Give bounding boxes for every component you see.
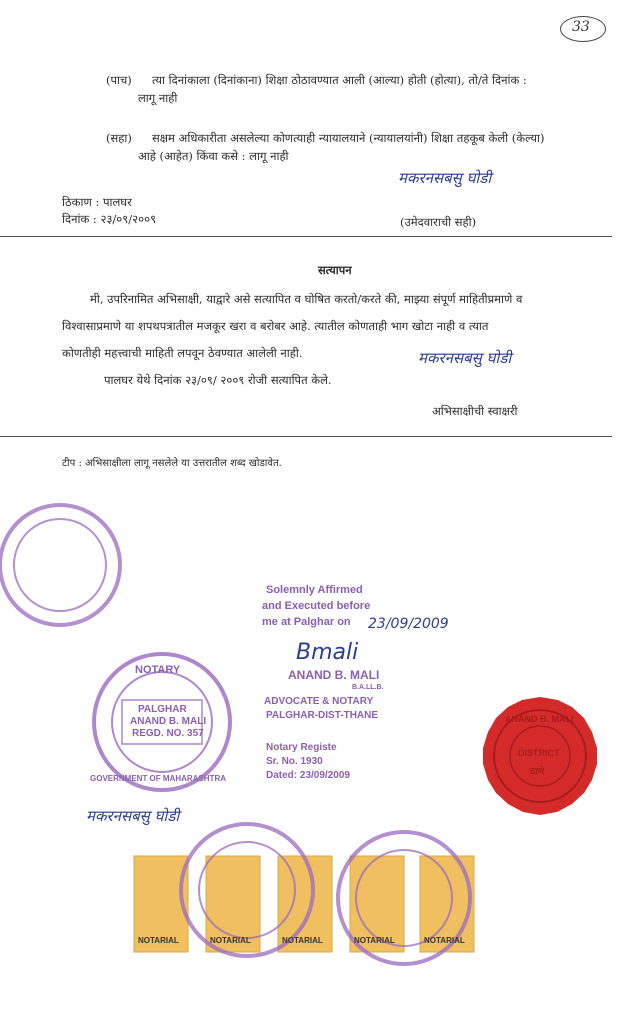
notary-dated: Dated: 23/09/2009 xyxy=(266,770,350,781)
verification-heading: सत्यापन xyxy=(318,263,352,277)
affirm-line-2: and Executed before xyxy=(262,600,371,612)
affiant-signature-caption: अभिसाक्षीची स्वाक्षरी xyxy=(432,404,518,418)
round-stamp-top: NOTARY xyxy=(135,664,181,676)
wax-seal-top: ANAND B. MALI xyxy=(505,714,574,724)
candidate-signature: मकरनसबसु घोडी xyxy=(398,169,492,187)
stamp-label-4: NOTARIAL xyxy=(354,936,395,945)
notary-signature: Bmali xyxy=(296,640,359,665)
notary-register: Notary Registe xyxy=(266,742,337,753)
verification-line-2: विश्वासाप्रमाणे या शपथपत्रातील मजकूर खरा व बरोबर आहे. त्यातील कोणताही भाग खोटा नाही व त्यात xyxy=(62,319,489,333)
date-label: दिनांक : २३/०९/२००९ xyxy=(62,212,157,226)
notary-sr-no: Sr. No. 1930 xyxy=(266,756,323,767)
stamp-label-3: NOTARIAL xyxy=(282,936,323,945)
partial-round-stamp xyxy=(0,505,120,625)
notary-place: PALGHAR-DIST-THANE xyxy=(266,710,379,721)
clause-6-value: आहे (आहेत) किंवा कसे : लागू नाही xyxy=(138,149,289,163)
clause-5-text: त्या दिनांकाला (दिनांकाना) शिक्षा ठोठावण्यात आली (आल्या) होती (होत्या), तो/ते दिनांक : xyxy=(152,73,527,87)
wax-seal-sub: ठाणे xyxy=(530,767,545,777)
clause-5-value: लागू नाही xyxy=(138,91,178,105)
page-number: 33 xyxy=(572,19,590,35)
verification-line-1: मी, उपरिनामित अभिसाक्षी, याद्वारे असे सत्यापित व घोषित करतो/करते की, माझ्या संपूर्ण माहितीप्रमाणे व xyxy=(90,292,523,306)
verification-line-3: कोणतीही महत्त्वाची माहिती लपवून ठेवण्यात आलेली नाही. xyxy=(62,346,303,360)
notary-name: ANAND B. MALI xyxy=(288,668,380,682)
wax-seal-mid: DISTRICT xyxy=(518,748,560,758)
round-stamp-center-3: REGD. NO. 357 xyxy=(132,728,204,739)
clause-6-label: (सहा) xyxy=(106,131,132,145)
notary-degree: B.A.LL.B. xyxy=(352,684,384,691)
clause-5-label: (पाच) xyxy=(106,73,132,87)
stamp-label-1: NOTARIAL xyxy=(138,936,179,945)
stamp-label-2: NOTARIAL xyxy=(210,936,251,945)
affirm-date: 23/09/2009 xyxy=(368,616,449,632)
round-stamp-center-2: ANAND B. MALI xyxy=(130,716,207,727)
round-stamp-center-1: PALGHAR xyxy=(138,704,187,715)
place-label: ठिकाण : पालघर xyxy=(62,195,132,209)
stamp-label-5: NOTARIAL xyxy=(424,936,465,945)
note-text: टीप : अभिसाक्षीला लागू नसलेले या उत्तरातील शब्द खोडावेत. xyxy=(62,458,282,469)
affiant-signature-lower: मकरनसबसु घोडी xyxy=(86,807,180,825)
affiant-signature: मकरनसबसु घोडी xyxy=(418,349,512,367)
candidate-signature-caption: (उमेदवाराची सही) xyxy=(400,215,477,229)
verification-line-4: पालघर येथे दिनांक २३/०९/ २००९ रोजी सत्यापित केले. xyxy=(104,373,332,387)
clause-6-text: सक्षम अधिकारीता असलेल्या कोणत्याही न्यायालयाने (न्यायालयांनी) शिक्षा तहकूब केली (केल्या) xyxy=(152,131,545,145)
round-stamp-bottom: GOVERNMENT OF MAHARASHTRA xyxy=(90,774,226,783)
affirm-line-1: Solemnly Affirmed xyxy=(266,584,363,596)
affirm-line-3: me at Palghar on xyxy=(262,616,351,628)
notary-title: ADVOCATE & NOTARY xyxy=(264,696,374,707)
